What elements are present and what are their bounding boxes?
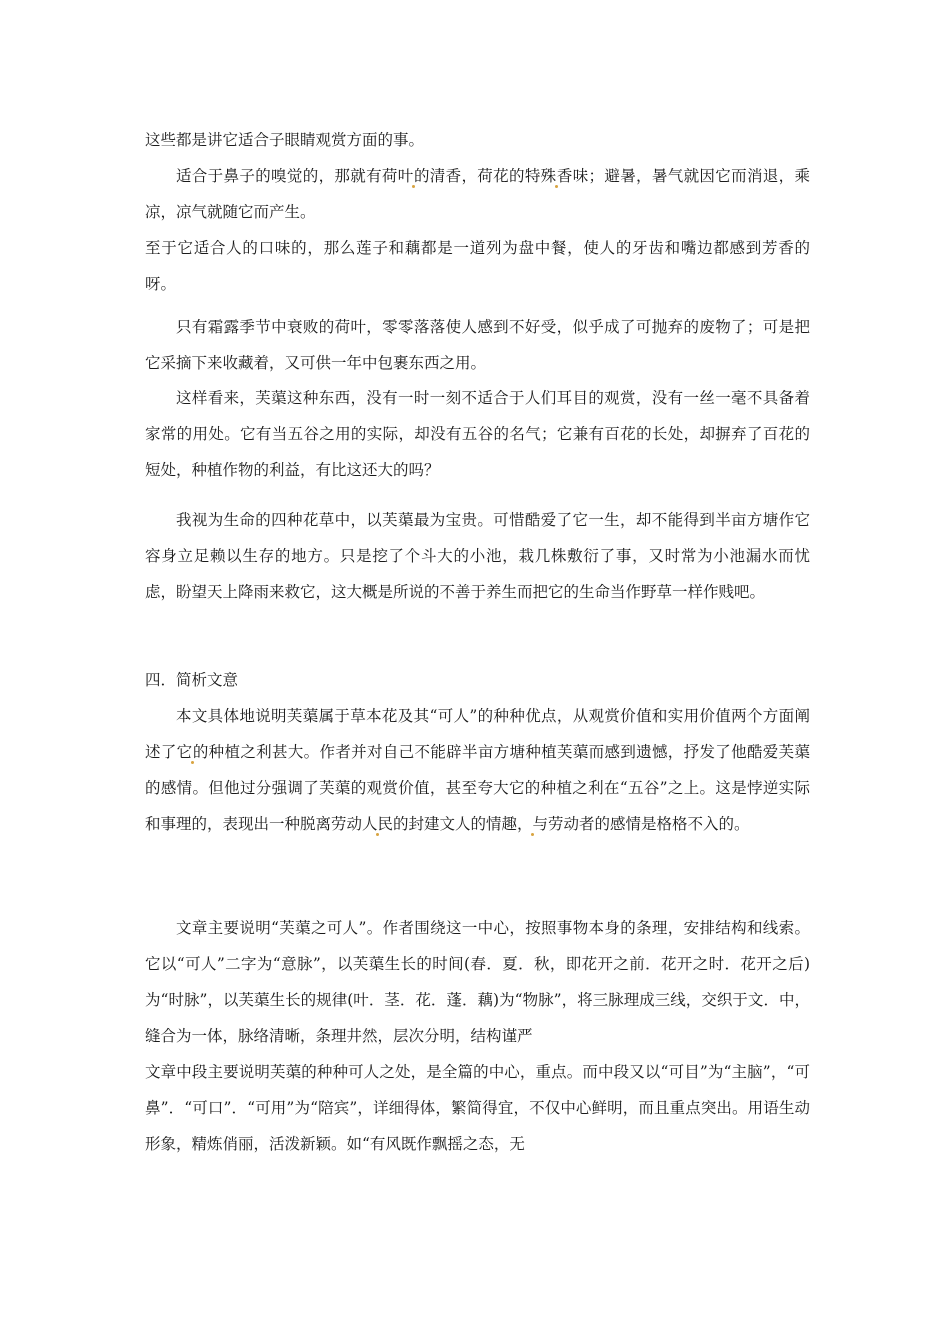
paragraph-text: 本文具体地说明芙蕖属于草本花及其“可人”的种种优点，从观赏价值和实用价值两个方面阐述了它 bbox=[145, 707, 810, 761]
paragraph-text: 的清香，荷花的特殊 bbox=[413, 167, 557, 185]
paragraph-text: 文章主要说明“芙蕖之可人”。作者围绕这一中心，按照事物本身的条理，安排结构和线索。它以“可人”二字为“意脉”，以芙蕖生长的时间(春．夏．秋，即花开之前．花开之时．花开之后)为“时脉”，以芙蕖生长的规律(叶．茎．花．蓬．藕)为“物脉”，将三脉理成三线，交织于文．中，缝合为一体，脉络清晰，条理井然，层次分明，结构谨严 bbox=[145, 919, 810, 1045]
paragraph-text: 至于它适合人的口味的，那么莲子和藕都是一道列为盘中餐，使人的牙齿和嘴边都感到芳香的呀。 bbox=[145, 239, 810, 293]
paragraph-text: 我视为生命的四种花草中，以芙蕖最为宝贵。可惜酷爱了它一生，却不能得到半亩方塘作它容身立足赖以生存的地方。只是挖了个斗大的小池，栽几株敷衍了事，又时常为小池漏水而忧虑，盼望天上降雨来救它，这大概是所说的不善于养生而把它的生命当作野草一样作贱吧。 bbox=[145, 511, 810, 601]
paragraph-eye-viewing bbox=[145, 122, 810, 158]
paragraph-text: 适合于鼻子的嗅觉的，那就有荷叶 bbox=[176, 167, 414, 185]
paragraph-text: 的种植之利甚大。作者并对自己不能辟半亩方塘种植芙蕖而感到遗憾，抒发了他酷爱芙蕖的感情。但他过分强调了芙蕖的观赏价值，甚至夸大它的种植之利在“五谷”之上。这是悖逆实际和事理的，表现出一种脱离劳动人 bbox=[145, 743, 810, 833]
paragraph-withered-leaves bbox=[145, 309, 810, 381]
paragraph-author-love bbox=[145, 502, 810, 610]
analysis-paragraph-2 bbox=[145, 910, 810, 1054]
paragraph-text: 香味；避暑，暑气就因它而消退，乘凉，凉气就随它而产生。 bbox=[145, 167, 810, 221]
paragraph-text: 这样看来，芙蕖这种东西，没有一时一刻不适合于人们耳目的观赏，没有一丝一毫不具备着家常的用处。它有当五谷之用的实际，却没有五谷的名气；它兼有百花的长处，却摒弃了百花的短处，种植作物的利益，有比这还大的吗？ bbox=[145, 389, 810, 479]
analysis-paragraph-1 bbox=[145, 698, 810, 842]
paragraph-text: 这些都是讲它适合子眼睛观赏方面的事。 bbox=[145, 131, 425, 149]
paragraph-text: 只有霜露季节中衰败的荷叶，零零落落使人感到不好受，似乎成了可抛弃的废物了；可是把它采摘下来收藏着，又可供一年中包裹东西之用。 bbox=[145, 318, 810, 372]
paragraph-text: 民的封建文人的情趣， bbox=[377, 815, 533, 833]
paragraph-nose-smell bbox=[145, 158, 810, 230]
paragraph-conclusion bbox=[145, 380, 810, 488]
paragraph-taste bbox=[145, 230, 810, 302]
section-heading: 四．简析文意 bbox=[145, 671, 239, 689]
paragraph-text: 与劳动者的感情是格格不入的。 bbox=[532, 815, 750, 833]
paragraph-text: 文章中段主要说明芙蕖的种种可人之处，是全篇的中心，重点。而中段又以“可目”为“主脑”，“可鼻”．“可口”．“可用”为“陪宾”，详细得体，繁简得宜，不仅中心鲜明，而且重点突出。用语生动形象，精炼俏丽，活泼新颖。如“有风既作飘摇之态，无 bbox=[145, 1063, 810, 1153]
analysis-paragraph-3 bbox=[145, 1054, 810, 1162]
